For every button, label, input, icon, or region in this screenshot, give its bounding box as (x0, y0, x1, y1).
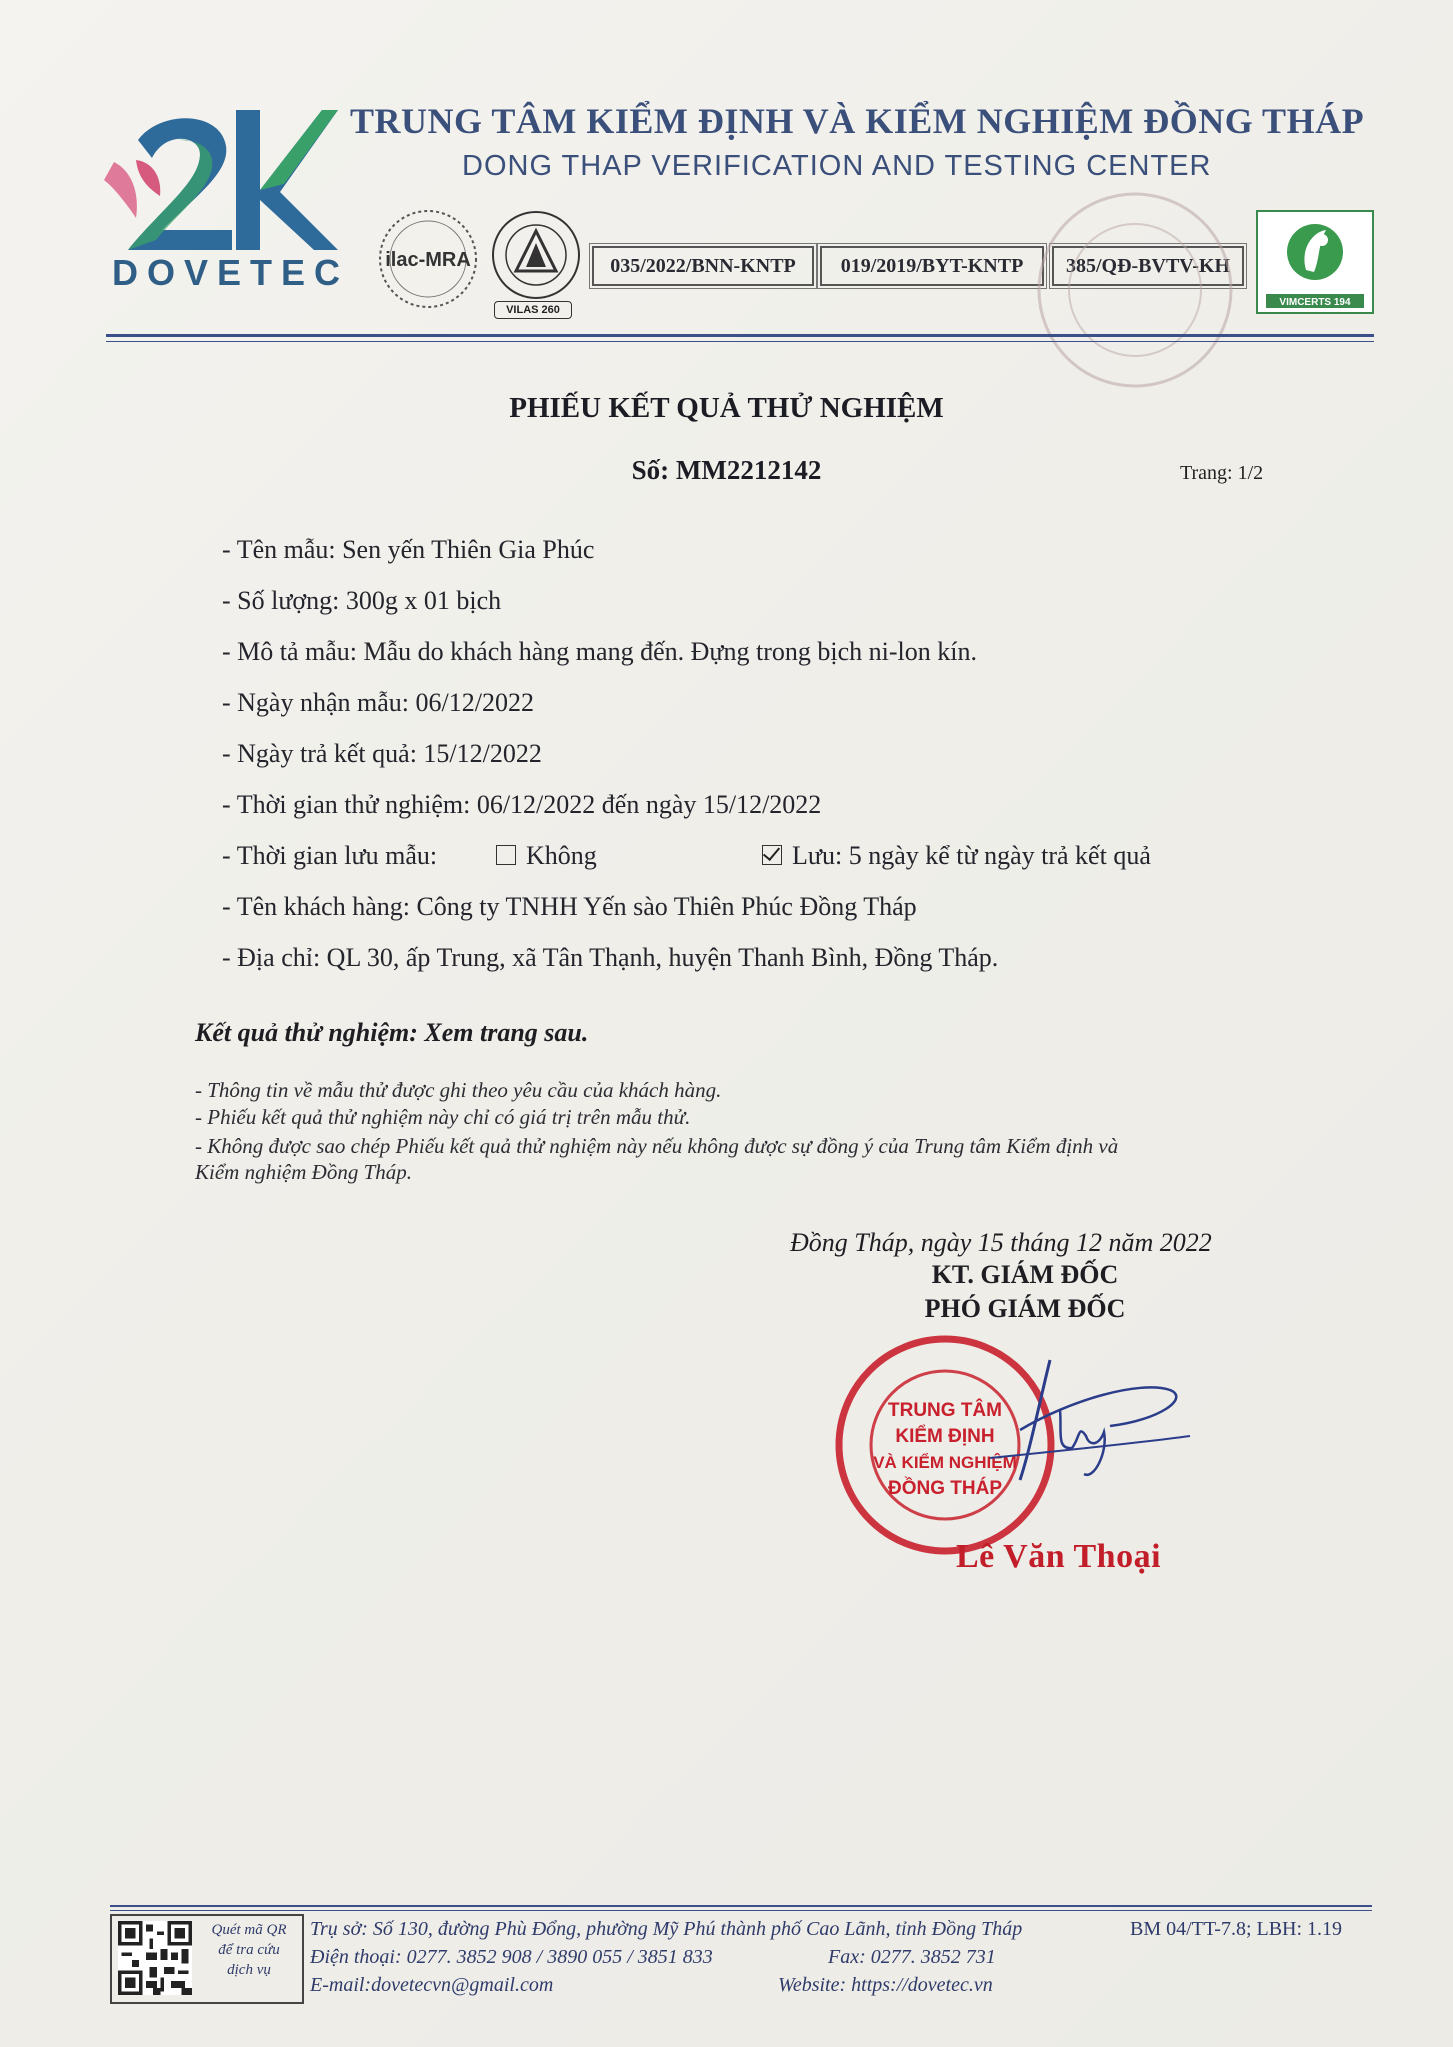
vimcerts-logo-icon (1256, 210, 1374, 314)
footer-phone: Điện thoại: 0277. 3852 908 / 3890 055 / 3851 833 (310, 1946, 713, 1968)
result-reference: Kết quả thử nghiệm: Xem trang sau. (195, 1018, 589, 1047)
handwritten-signature-icon (990, 1340, 1200, 1490)
stamp-line-4: ĐỒNG THÁP (888, 1478, 1002, 1499)
storage-option-no (496, 841, 597, 871)
signature-place-date: Đồng Tháp, ngày 15 tháng 12 năm 2022 (790, 1228, 1212, 1257)
header-rule-thin (106, 341, 1374, 342)
footer-rule (110, 1905, 1372, 1907)
ilac-mra-seal-icon (372, 206, 484, 312)
field-return-date: - Ngày trả kết quả: 15/12/2022 (222, 739, 542, 768)
org-name-en: DONG THAP VERIFICATION AND TESTING CENTER (462, 150, 1212, 182)
signature-title-1: KT. GIÁM ĐỐC (931, 1260, 1119, 1289)
page-number: Trang: 1/2 (1180, 462, 1264, 484)
vimcerts-label: VIMCERTS 194 (1279, 297, 1351, 308)
note-line-1: - Thông tin về mẫu thử được ghi theo yêu cầu của khách hàng. (195, 1078, 722, 1102)
footer-rule-thin (110, 1910, 1372, 1911)
field-sample-name: - Tên mẫu: Sen yến Thiên Gia Phúc (222, 535, 595, 564)
field-description: - Mô tả mẫu: Mẫu do khách hàng mang đến. Đựng trong bịch ni-lon kín. (222, 637, 977, 666)
accreditation-box-1: 035/2022/BNN-KNTP (592, 246, 814, 286)
note-line-4: Kiểm nghiệm Đồng Tháp. (195, 1160, 412, 1184)
vilas-badge: VILAS 260 (494, 301, 572, 319)
footer-fax: Fax: 0277. 3852 731 (828, 1946, 996, 1968)
logo-wordmark: DOVETEC (112, 252, 350, 293)
storage-option-yes-label: Lưu: 5 ngày kể từ ngày trả kết quả (792, 841, 1151, 870)
field-received-date: - Ngày nhận mẫu: 06/12/2022 (222, 688, 534, 717)
checkbox-checked-icon (762, 845, 782, 865)
field-customer-name: - Tên khách hàng: Công ty TNHH Yến sào Thiên Phúc Đồng Tháp (222, 892, 917, 921)
qr-caption-line-1: Quét mã QR (211, 1922, 287, 1938)
qr-caption-line-3: dịch vụ (227, 1962, 271, 1978)
accreditation-box-3: 385/QĐ-BVTV-KH (1052, 246, 1244, 286)
storage-option-yes (762, 841, 1151, 871)
stamp-line-3: VÀ KIỂM NGHIỆM (873, 1453, 1017, 1472)
checkbox-unchecked-icon (496, 845, 516, 865)
report-number: Số: MM2212142 (631, 455, 822, 485)
signer-name: Lê Văn Thoại (956, 1538, 1162, 1575)
field-test-period: - Thời gian thử nghiệm: 06/12/2022 đến ngày 15/12/2022 (222, 790, 822, 819)
qr-code-icon[interactable] (118, 1921, 192, 1995)
ilac-label: ilac-MRA (385, 249, 471, 271)
note-line-3: - Không được sao chép Phiếu kết quả thử nghiệm này nếu không được sự đồng ý của Trung tâm Kiểm định và (195, 1134, 1119, 1158)
footer-email[interactable]: E-mail:dovetecvn@gmail.com (310, 1974, 554, 1996)
field-customer-address: - Địa chỉ: QL 30, ấp Trung, xã Tân Thạnh, huyện Thanh Bình, Đồng Tháp. (222, 943, 999, 972)
faint-stamp-icon (1030, 180, 1240, 400)
storage-option-no-label: Không (526, 841, 597, 870)
report-title: PHIẾU KẾT QUẢ THỬ NGHIỆM (509, 392, 944, 424)
qr-caption (198, 1920, 300, 1980)
accreditation-box-2: 019/2019/BYT-KNTP (820, 246, 1044, 286)
note-line-2: - Phiếu kết quả thử nghiệm này chỉ có giá trị trên mẫu thử. (195, 1105, 691, 1129)
signature-title-2: PHÓ GIÁM ĐỐC (924, 1294, 1126, 1323)
footer-website[interactable]: Website: https://dovetec.vn (778, 1974, 993, 1996)
stamp-line-1: TRUNG TÂM (888, 1400, 1002, 1421)
field-quantity: - Số lượng: 300g x 01 bịch (222, 586, 502, 615)
field-storage-label: - Thời gian lưu mẫu: (222, 841, 438, 870)
header-rule (106, 334, 1374, 337)
form-code: BM 04/TT-7.8; LBH: 1.19 (1130, 1918, 1343, 1940)
footer-address: Trụ sở: Số 130, đường Phù Đổng, phường Mỹ Phú thành phố Cao Lãnh, tỉnh Đồng Tháp (310, 1918, 1023, 1940)
stamp-line-2: KIỂM ĐỊNH (895, 1426, 995, 1447)
org-name-vn: TRUNG TÂM KIỂM ĐỊNH VÀ KIỂM NGHIỆM ĐỒNG THÁP (350, 101, 1365, 141)
qr-caption-line-2: để tra cứu (218, 1942, 280, 1958)
qr-box (110, 1914, 304, 2004)
